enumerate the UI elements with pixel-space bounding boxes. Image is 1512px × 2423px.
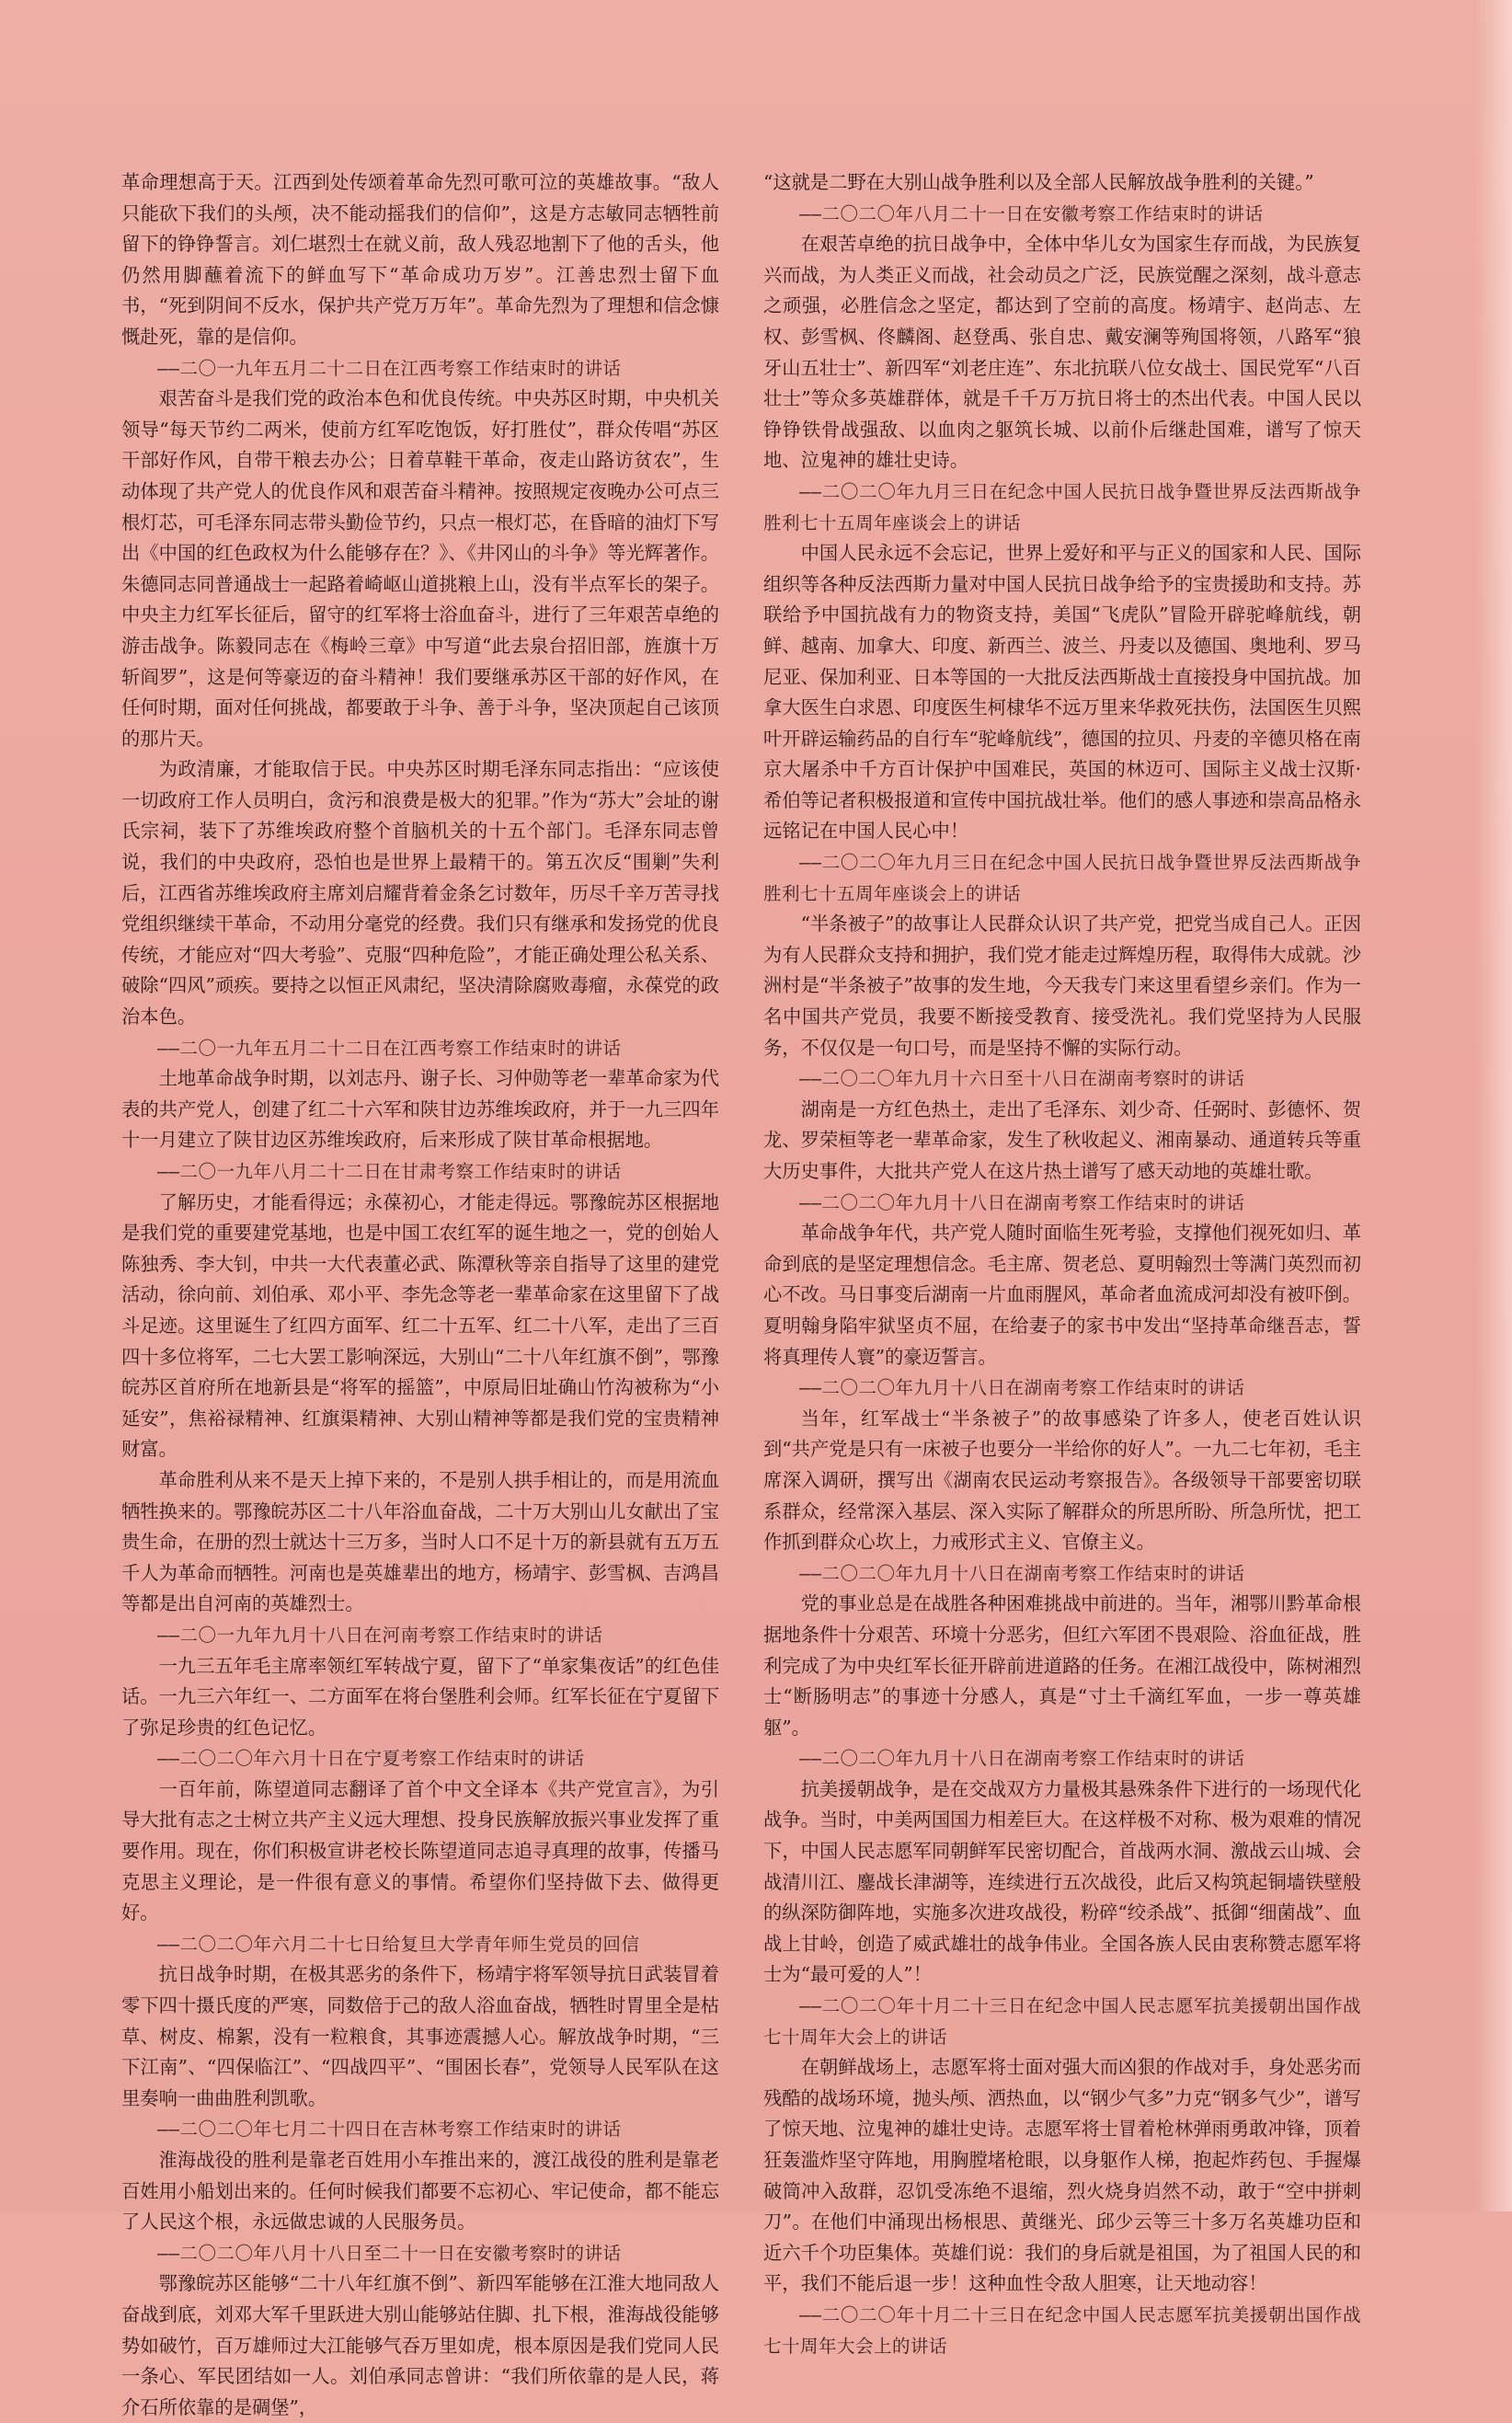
- speech-source-citation: ——二〇二〇年九月十八日在湖南考察工作结束时的讲话: [799, 1191, 1245, 1213]
- speech-source-citation: ——二〇二〇年九月十八日在湖南考察工作结束时的讲话: [799, 1562, 1245, 1584]
- speech-source-citation: ——二〇二〇年十月二十三日在纪念中国人民志愿军抗美援朝出国作战七十周年大会上的讲话: [763, 2303, 1361, 2357]
- speech-source-citation: ——二〇二〇年七月二十四日在吉林考察工作结束时的讲话: [157, 2119, 622, 2141]
- body-paragraph: 一九三五年毛主席率领红军转战宁夏，留下了“单家集夜话”的红色佳话。一九三六年红一、二方面军在将台堡胜利会师。红军长征在宁夏留下了弥足珍贵的红色记忆。: [121, 1654, 719, 1739]
- speech-source-citation: ——二〇二〇年九月三日在纪念中国人民抗日战争暨世界反法西斯战争胜利七十五周年座谈会上的讲话: [763, 480, 1361, 534]
- speech-source-citation: ——二〇二〇年九月三日在纪念中国人民抗日战争暨世界反法西斯战争胜利七十五周年座谈会上的讲话: [763, 852, 1361, 904]
- speech-source-citation: ——二〇一九年九月十八日在河南考察工作结束时的讲话: [157, 1624, 603, 1646]
- body-paragraph: 湖南是一方红色热土，走出了毛泽东、刘少奇、任弼时、彭德怀、贺龙、罗荣桓等老一辈革命家，发生了秋收起义、湘南暴动、通道转兵等重大历史事件，大批共产党人在这片热土谱写了感天动地的英雄壮歌。: [763, 1097, 1361, 1182]
- body-paragraph: 鄂豫皖苏区能够“二十八年红旗不倒”、新四军能够在江淮大地同敌人奋战到底，刘邓大军千里跃进大别山能够站住脚、扎下根，淮海战役能够势如破竹，百万雄师过大江能够气吞万里如虎，根本原因是我们党同人民一条心、军民团结如一人。刘伯承同志曾讲：“我们所依靠的是人民，蒋介石所依靠的是碉堡”，: [121, 2272, 719, 2418]
- body-paragraph: 土地革命战争时期，以刘志丹、谢子长、习仲勋等老一辈革命家为代表的共产党人，创建了红二十六军和陕甘边苏维埃政府，并于一九三四年十一月建立了陕甘边区苏维埃政府，后来形成了陕甘革命根据地。: [121, 1067, 719, 1152]
- left-column: [121, 167, 719, 2423]
- speech-source-citation: ——二〇一九年五月二十二日在江西考察工作结束时的讲话: [157, 357, 622, 379]
- speech-source-citation: ——二〇二〇年九月十八日在湖南考察工作结束时的讲话: [799, 1377, 1245, 1399]
- page-edge-shadow: [1475, 0, 1512, 2211]
- body-paragraph: 抗日战争时期，在极其恶劣的条件下，杨靖宇将军领导抗日武装冒着零下四十摄氏度的严寒，同数倍于己的敌人浴血奋战，牺牲时胃里全是枯草、树皮、棉絮，没有一粒粮食，其事迹震撼人心。解放战争时期，“三下江南”、“四保临江”、“四战四平”、“围困长春”，党领导人民军队在这里奏响一曲曲胜利凯歌。: [121, 1963, 719, 2109]
- body-paragraph: 革命理想高于天。江西到处传颂着革命先烈可歌可泣的英雄故事。“敌人只能砍下我们的头颅，决不能动摇我们的信仰”，这是方志敏同志牺牲前留下的铮铮誓言。刘仁堪烈士在就义前，敌人残忍地割下了他的舌头，他仍然用脚蘸着流下的鲜血写下“革命成功万岁”。江善忠烈士留下血书，“死到阴间不反水，保护共产党万万年”。革命先烈为了理想和信念慷慨赴死，靠的是信仰。: [121, 171, 719, 348]
- speech-source-citation: ——二〇二〇年九月十八日在湖南考察工作结束时的讲话: [799, 1748, 1245, 1770]
- speech-source-citation: ——二〇二〇年六月二十七日给复旦大学青年师生党员的回信: [157, 1933, 640, 1955]
- body-paragraph: 淮海战役的胜利是靠老百姓用小车推出来的，渡江战役的胜利是靠老百姓用小船划出来的。任何时候我们都要不忘初心、牢记使命，都不能忘了人民这个根，永远做忠诚的人民服务员。: [121, 2149, 719, 2234]
- speech-source-citation: ——二〇二〇年十月二十三日在纪念中国人民志愿军抗美援朝出国作战七十周年大会上的讲话: [763, 1995, 1361, 2048]
- body-paragraph: “半条被子”的故事让人民群众认识了共产党，把党当成自己人。正因为有人民群众支持和拥护，我们党才能走过辉煌历程，取得伟大成就。沙洲村是“半条被子”故事的发生地，今天我专门来这里看望乡亲们。作为一名中国共产党员，我要不断接受教育、接受洗礼。我们党坚持为人民服务，不仅仅是一句口号，而是坚持不懈的实际行动。: [763, 913, 1361, 1059]
- body-paragraph: 革命战争年代，共产党人随时面临生死考验，支撑他们视死如归、革命到底的是坚定理想信念。毛主席、贺老总、夏明翰烈士等满门英烈而初心不改。马日事变后湖南一片血雨腥风，革命者血流成河却没有被吓倒。夏明翰身陷牢狱坚贞不屈，在给妻子的家书中发出“坚持革命继吾志，誓将真理传人寰”的豪迈誓言。: [763, 1222, 1361, 1368]
- body-paragraph: 中国人民永远不会忘记，世界上爱好和平与正义的国家和人民、国际组织等各种反法西斯力量对中国人民抗日战争给予的宝贵援助和支持。苏联给予中国抗战有力的物资支持，美国“飞虎队”冒险开辟驼峰航线，朝鲜、越南、加拿大、印度、新西兰、波兰、丹麦以及德国、奥地利、罗马尼亚、保加利亚、日本等国的一大批反法西斯战士直接投身中国抗战。加拿大医生白求恩、印度医生柯棣华不远万里来华救死扶伤，法国医生贝熙叶开辟运输药品的自行车“驼峰航线”，德国的拉贝、丹麦的辛德贝格在南京大屠杀中千方百计保护中国难民，英国的林迈可、国际主义战士汉斯·希伯等记者积极报道和宣传中国抗战壮举。他们的感人事迹和崇高品格永远铭记在中国人民心中！: [763, 542, 1361, 843]
- speech-source-citation: ——二〇二〇年八月二十一日在安徽考察工作结束时的讲话: [799, 202, 1264, 224]
- body-paragraph: 革命胜利从来不是天上掉下来的，不是别人拱手相让的，而是用流血牺牲换来的。鄂豫皖苏区二十八年浴血奋战，二十万大别山儿女献出了宝贵生命，在册的烈士就达十三万多，当时人口不足十万的新县就有五万五千人为革命而牺牲。河南也是英雄辈出的地方，杨靖宇、彭雪枫、吉鸿昌等都是出自河南的英雄烈士。: [121, 1468, 719, 1615]
- body-paragraph: 为政清廉，才能取信于民。中央苏区时期毛泽东同志指出：“应该使一切政府工作人员明白，贪污和浪费是极大的犯罪。”作为“苏大”会址的谢氏宗祠，装下了苏维埃政府整个首脑机关的十五个部门。毛泽东同志曾说，我们的中央政府，恐怕也是世界上最精干的。第五次反“围剿”失利后，江西省苏维埃政府主席刘启耀背着金条乞讨数年，历尽千辛万苦寻找党组织继续干革命，不动用分毫党的经费。我们只有继承和发扬党的优良传统，才能应对“四大考验”、克服“四种危险”，才能正确处理公私关系、破除“四风”顽疾。要持之以恒正风肃纪，坚决清除腐败毒瘤，永葆党的政治本色。: [121, 758, 719, 1028]
- body-paragraph: 艰苦奋斗是我们党的政治本色和优良传统。中央苏区时期，中央机关领导“每天节约二两米，使前方红军吃饱饭，好打胜仗”，群众传唱“苏区干部好作风，自带干粮去办公；日着草鞋干革命，夜走山路访贫农”，生动体现了共产党人的优良作风和艰苦奋斗精神。按照规定夜晚办公可点三根灯芯，可毛泽东同志带头勤俭节约，只点一根灯芯，在昏暗的油灯下写出《中国的红色政权为什么能够存在？》、《井冈山的斗争》等光辉著作。朱德同志同普通战士一起路着崎岖山道挑粮上山，没有半点军长的架子。中央主力红军长征后，留守的红军将士浴血奋斗，进行了三年艰苦卓绝的游击战争。陈毅同志在《梅岭三章》中写道“此去泉台招旧部，旌旗十万斩阎罗”，这是何等豪迈的奋斗精神！我们要继承苏区干部的好作风，在任何时期，面对任何挑战，都要敢于斗争、善于斗争，坚决顶起自己该顶的那片天。: [121, 387, 719, 750]
- body-paragraph: 了解历史，才能看得远；永葆初心，才能走得远。鄂豫皖苏区根据地是我们党的重要建党基地，也是中国工农红军的诞生地之一，党的创始人陈独秀、李大钊，中共一大代表董必武、陈潭秋等亲自指导了这里的建党活动，徐向前、刘伯承、邓小平、李先念等老一辈革命家在这里留下了战斗足迹。这里诞生了红四方面军、红二十五军、红二十八军，走出了三百四十多位将军，二七大罢工影响深远，大别山“二十八年红旗不倒”，鄂豫皖苏区首府所在地新县是“将军的摇篮”，中原局旧址确山竹沟被称为“小延安”，焦裕禄精神、红旗渠精神、大别山精神等都是我们党的宝贵精神财富。: [121, 1190, 719, 1461]
- body-paragraph: 在朝鲜战场上，志愿军将士面对强大而凶狠的作战对手，身处恶劣而残酷的战场环境，抛头颅、洒热血，以“钢少气多”力克“钢多气少”，谱写了惊天地、泣鬼神的雄壮史诗。志愿军将士冒着枪林弹雨勇敢冲锋，顶着狂轰滥炸坚守阵地，用胸膛堵枪眼，以身躯作人梯，抱起炸药包、手握爆破筒冲入敌群，忍饥受冻绝不退缩，烈火烧身岿然不动，敢于“空中拼刺刀”。在他们中涌现出杨根思、黄继光、邱少云等三十多万名英雄功臣和近六千个功臣集体。英雄们说：我们的身后就是祖国，为了祖国人民的和平，我们不能后退一步！这种血性令敌人胆寒，让天地动容！: [763, 2056, 1361, 2295]
- speech-source-citation: ——二〇一九年五月二十二日在江西考察工作结束时的讲话: [157, 1037, 622, 1059]
- body-paragraph: 在艰苦卓绝的抗日战争中，全体中华儿女为国家生存而战，为民族复兴而战，为人类正义而战，社会动员之广泛，民族觉醒之深刻，战斗意志之顽强，必胜信念之坚定，都达到了空前的高度。杨靖宇、赵尚志、左权、彭雪枫、佟麟阁、赵登禹、张自忠、戴安澜等殉国将领，八路军“狼牙山五壮士”、新四军“刘老庄连”、东北抗联八位女战士、国民党军“八百壮士”等众多英雄群体，就是千千万万抗日将士的杰出代表。中国人民以铮铮铁骨战强敌、以血肉之躯筑长城、以前仆后继赴国难，谱写了惊天地、泣鬼神的雄壮史诗。: [763, 233, 1361, 472]
- body-paragraph: “这就是二野在大别山战争胜利以及全部人民解放战争胜利的关键。”: [763, 171, 1314, 193]
- speech-source-citation: ——二〇二〇年九月十六日至十八日在湖南考察时的讲话: [799, 1068, 1245, 1090]
- body-paragraph: 当年，红军战士“半条被子”的故事感染了许多人，使老百姓认识到“共产党是只有一床被子也要分一半给你的好人”。一九二七年初，毛主席深入调研，撰写出《湖南农民运动考察报告》。各级领导干部要密切联系群众，经常深入基层、深入实际了解群众的所思所盼、所急所忧，把工作抓到群众心坎上，力戒形式主义、官僚主义。: [763, 1407, 1361, 1554]
- speech-source-citation: ——二〇二〇年八月十八日至二十一日在安徽考察时的讲话: [157, 2242, 622, 2264]
- body-paragraph: 抗美援朝战争，是在交战双方力量极其悬殊条件下进行的一场现代化战争。当时，中美两国国力相差巨大。在这样极不对称、极为艰难的情况下，中国人民志愿军同朝鲜军民密切配合，首战两水洞、激战云山城、会战清川江、鏖战长津湖等，连续进行五次战役，此后又构筑起铜墙铁壁般的纵深防御阵地，实施多次进攻战役，粉碎“绞杀战”、抵御“细菌战”、血战上甘岭，创造了威武雄壮的战争伟业。全国各族人民由衷称赞志愿军将士为“最可爱的人”！: [763, 1777, 1361, 1986]
- body-paragraph: 一百年前，陈望道同志翻译了首个中文全译本《共产党宣言》，为引导大批有志之士树立共产主义远大理想、投身民族解放振兴事业发挥了重要作用。现在，你们积极宣讲老校长陈望道同志追寻真理的故事，传播马克思主义理论，是一件很有意义的事情。希望你们坚持做下去、做得更好。: [121, 1777, 719, 1924]
- speech-source-citation: ——二〇二〇年六月十日在宁夏考察工作结束时的讲话: [157, 1748, 585, 1770]
- speech-source-citation: ——二〇一九年八月二十二日在甘肃考察工作结束时的讲话: [157, 1161, 622, 1182]
- body-paragraph: 党的事业总是在战胜各种困难挑战中前进的。当年，湘鄂川黔革命根据地条件十分艰苦、环境十分恶劣，但红六军团不畏艰险、浴血征战，胜利完成了为中央红军长征开辟前进道路的任务。在湘江战役中，陈树湘烈士“断肠明志”的事迹十分感人，真是“寸土千滴红军血，一步一尊英雄躯”。: [763, 1592, 1361, 1739]
- right-column: [763, 167, 1361, 2361]
